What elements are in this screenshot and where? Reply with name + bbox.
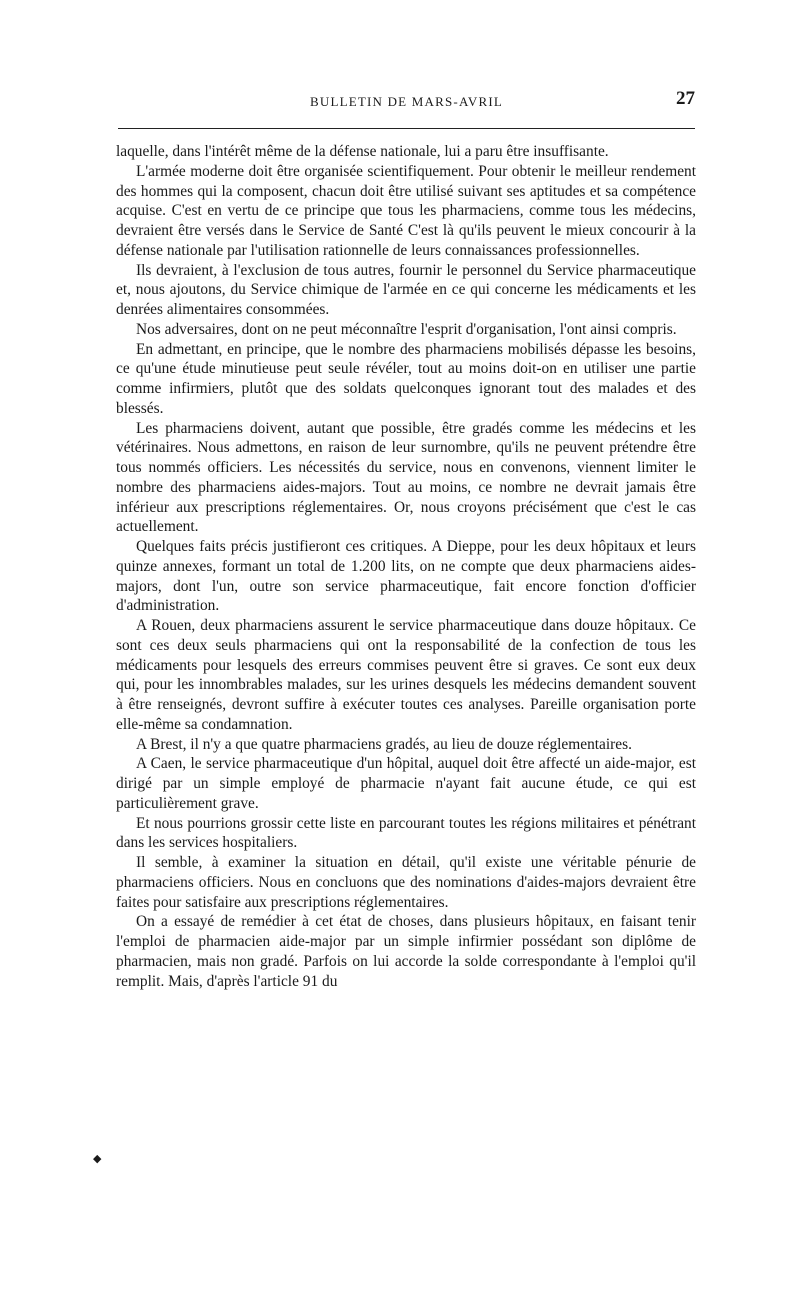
running-title: BULLETIN DE MARS-AVRIL — [310, 94, 503, 109]
paragraph: A Brest, il n'y a que quatre pharmaciens gradés, au lieu de douze réglementaires. — [136, 735, 632, 753]
paragraph: On a essayé de remédier à cet état de choses, dans plusieurs hôpitaux, en faisant tenir l'emploi de pharmacien aide-major par un simple infirmier possédant son diplôme de pharmacien, mais non gradé. Parfois on lui accorde la solde correspondante à l'emploi qu'il remplit. Mais, d'après l'article 91 du — [116, 913, 696, 990]
paragraph: Les pharmaciens doivent, autant que possible, être gradés comme les médecins et les vétérinaires. Nous admettons, en raison de leur surnombre, qu'ils ne peuvent prétendre être tous nommés officiers. Les nécessités du service, nous en convenons, viennent limiter le nombre des pharmaciens aides-majors. Tout au moins, ce nombre ne devrait jamais être inférieur aux prescriptions réglementaires. Or, nous croyons précisément que c'est le cas actuellement. — [116, 419, 696, 536]
margin-mark-icon: ◆ — [93, 1153, 102, 1165]
paragraph: Nos adversaires, dont on ne peut méconnaître l'esprit d'organisation, l'ont ainsi compris. — [136, 320, 677, 338]
running-header — [118, 88, 695, 129]
paragraph: laquelle, dans l'intérêt même de la défense nationale, lui a paru être insuffisante. — [116, 143, 609, 160]
paragraph: Ils devraient, à l'exclusion de tous autres, fournir le personnel du Service pharmaceutique et, nous ajoutons, du Service chimique de l'armée en ce qui concerne les médicaments et les denrées alimentaires consommées. — [116, 261, 696, 318]
paragraph: A Rouen, deux pharmaciens assurent le service pharmaceutique dans douze hôpitaux. Ce sont ces deux seuls pharmaciens qui ont la responsabilité de la confection de tous les médicaments pour lesquels des erreurs commises peuvent être si graves. Ce sont eux deux qui, pour les innombrables malades, sur les urines desquels les médecins demandent souvent à être renseignés, devront suffire à exécuter toutes ces analyses. Pareille organisation porte elle-même sa condamnation. — [116, 617, 696, 733]
page-number: 27 — [676, 88, 695, 109]
paragraph: Et nous pourrions grossir cette liste en parcourant toutes les régions militaires et pénétrant dans les services hospitaliers. — [116, 814, 696, 852]
paragraph: Il semble, à examiner la situation en détail, qu'il existe une véritable pénurie de pharmaciens officiers. Nous en concluons que des nominations d'aides-majors devraient être faites pour satisfaire aux prescriptions réglementaires. — [116, 854, 696, 911]
body-text — [116, 142, 696, 991]
paragraph: Quelques faits précis justifieront ces critiques. A Dieppe, pour les deux hôpitaux et leurs quinze annexes, formant un total de 1.200 lits, on ne compte que deux pharmaciens aides-majors, dont l'un, outre son service pharmaceutique, fait encore fonction d'officier d'administration. — [116, 538, 696, 615]
paragraph: L'armée moderne doit être organisée scientifiquement. Pour obtenir le meilleur rendement des hommes qui la composent, chacun doit être utilisé suivant ses aptitudes et sa compétence acquise. C'est en vertu de ce principe que tous les pharmaciens, comme tous les médecins, devraient être versés dans le Service de Santé C'est là qu'ils peuvent le mieux concourir à la défense nationale par l'utilisation rationnelle de leurs connaissances professionnelles. — [116, 162, 696, 259]
paragraph: En admettant, en principe, que le nombre des pharmaciens mobilisés dépasse les besoins, ce qu'une étude minutieuse peut seule révéler, tout au moins doit-on en utiliser une partie comme infirmiers, plutôt que des soldats quelconques ignorant tout des malades et des blessés. — [116, 340, 696, 417]
paragraph: A Caen, le service pharmaceutique d'un hôpital, auquel doit être affecté un aide-major, est dirigé par un simple employé de pharmacie n'ayant fait aucune étude, ce qui est particulièrement grave. — [116, 755, 696, 812]
